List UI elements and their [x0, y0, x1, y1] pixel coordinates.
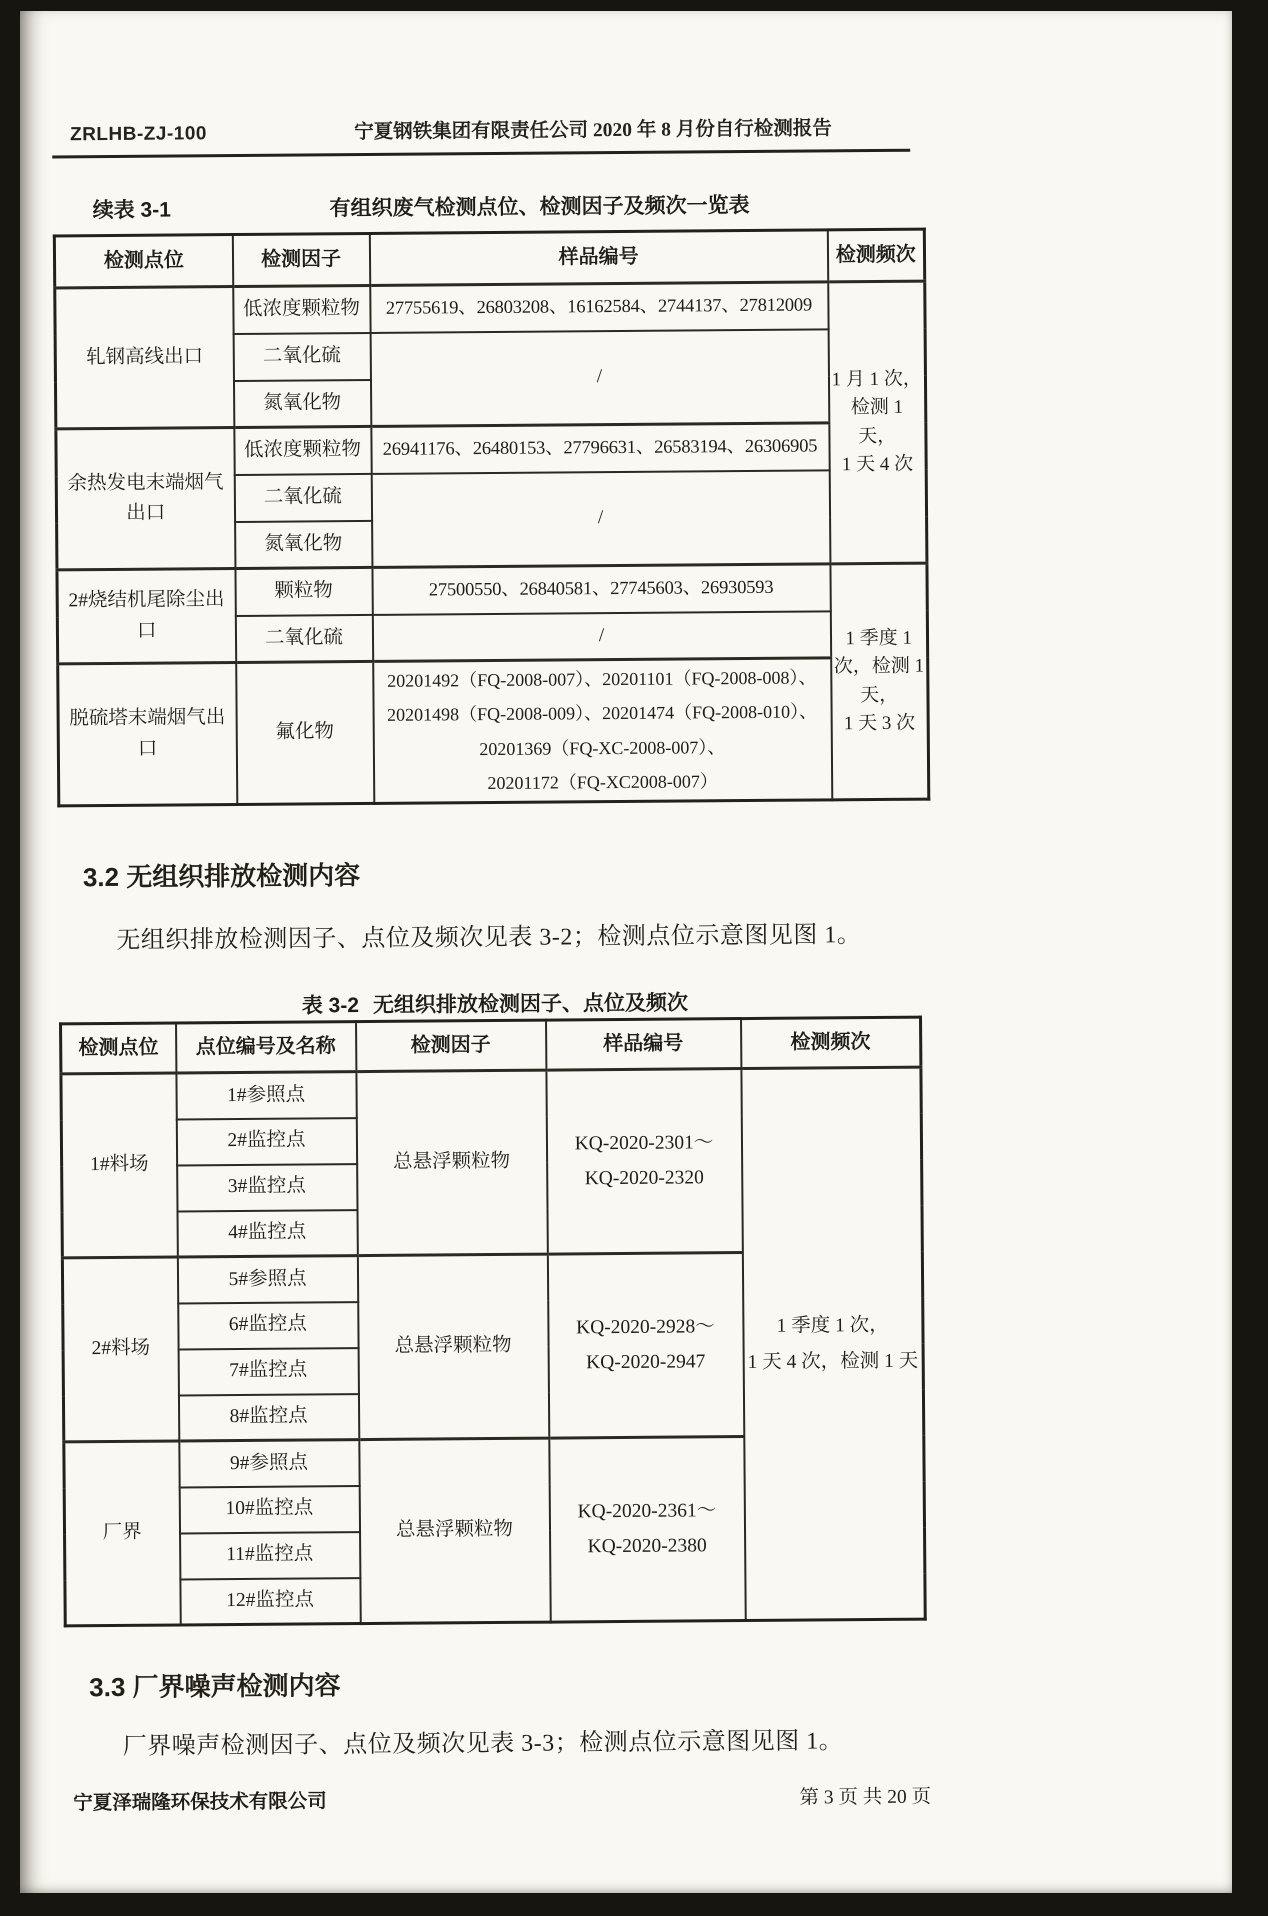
- cell-point: 余热发电末端烟气出口: [56, 428, 235, 570]
- cell-samples: /: [370, 329, 829, 427]
- table-row: [61, 1067, 921, 1120]
- table1-caption-label: 续表 3-1: [92, 198, 171, 223]
- cell-subpoint: 2#监控点: [176, 1118, 356, 1165]
- cell-subpoint: 4#监控点: [177, 1210, 357, 1257]
- cell-subpoint: 10#监控点: [179, 1486, 359, 1533]
- cell-samples: KQ-2020-2301～ KQ-2020-2320: [546, 1069, 742, 1255]
- section-3-3-body: 厂界噪声检测因子、点位及频次见表 3-3；检测点位示意图见图 1。: [122, 1728, 844, 1760]
- cell-factor: 低浓度颗粒物: [234, 426, 371, 474]
- cell-subpoint: 5#参照点: [177, 1256, 357, 1303]
- cell-subpoint: 11#监控点: [180, 1532, 360, 1579]
- col-header: 检测点位: [54, 235, 232, 288]
- cell-factor: 二氧化硫: [233, 332, 370, 380]
- cell-subpoint: 3#监控点: [177, 1164, 357, 1211]
- cell-samples: KQ-2020-2928～ KQ-2020-2947: [547, 1253, 743, 1439]
- cell-factor: 二氧化硫: [234, 473, 371, 521]
- cell-samples: 27500550、26840581、27745603、26930593: [372, 564, 830, 615]
- col-header: 样品编号: [369, 230, 827, 286]
- cell-factor: 二氧化硫: [235, 614, 372, 662]
- section-3-2-body: 无组织排放检测因子、点位及频次见表 3-2；检测点位示意图见图 1。: [116, 922, 862, 954]
- paper-sheet: [20, 11, 1232, 1893]
- col-header: 样品编号: [546, 1019, 741, 1071]
- table-fugitive-emission: [59, 1016, 927, 1628]
- col-header: 检测频次: [741, 1017, 921, 1068]
- doc-title: 宁夏钢铁集团有限责任公司 2020 年 8 月份自行检测报告: [354, 118, 832, 144]
- cell-point: 2#料场: [62, 1257, 178, 1442]
- cell-factor: 氮氧化物: [233, 379, 370, 427]
- cell-subpoint: 8#监控点: [178, 1394, 358, 1441]
- footer-page-number: 第 3 页 共 20 页: [799, 1786, 932, 1809]
- col-header: 点位编号及名称: [176, 1022, 356, 1073]
- table2-caption-label: 表 3-2: [301, 994, 360, 1018]
- table1-caption: [53, 188, 925, 225]
- table-row: [55, 281, 925, 335]
- cell-samples: /: [372, 611, 830, 662]
- table1-caption-title: 有组织废气检测点位、检测因子及频次一览表: [329, 193, 750, 221]
- cell-point: 1#料场: [61, 1073, 177, 1258]
- cell-factor: 总悬浮颗粒物: [359, 1438, 550, 1623]
- cell-samples: 20201492（FQ-2008-007）、20201101（FQ-2008-008）、 20201498（FQ-2008-009）、20201474（FQ-2008-010）、 20201369（FQ-XC-2008-007）、 20201172（FQ-XC2008-007）: [373, 658, 832, 804]
- table-organized-emission: [53, 228, 930, 808]
- table-row: [57, 563, 927, 617]
- cell-subpoint: 1#参照点: [176, 1072, 356, 1119]
- doc-code: ZRLHB-ZJ-100: [69, 123, 208, 146]
- cell-subpoint: 12#监控点: [180, 1578, 360, 1625]
- doc-footer: [65, 1781, 937, 1816]
- cell-factor: 总悬浮颗粒物: [356, 1070, 547, 1255]
- cell-point: 轧钢高线出口: [55, 287, 234, 429]
- cell-frequency: 1 季度 1 次， 1 天 4 次，检测 1 天: [741, 1067, 925, 1620]
- col-header: 检测因子: [356, 1020, 546, 1071]
- section-3-3-title: 3.3 厂界噪声检测内容: [89, 1670, 341, 1703]
- cell-factor: 总悬浮颗粒物: [357, 1254, 548, 1439]
- col-header: 检测频次: [827, 229, 924, 282]
- table-row: [58, 657, 929, 806]
- page-content: [51, 8, 938, 1897]
- cell-samples: 27755619、26803208、16162584、2744137、27812009: [370, 282, 828, 333]
- header-rule: [52, 149, 910, 159]
- cell-point: 厂界: [64, 1441, 180, 1626]
- table-row: [56, 422, 926, 476]
- cell-samples: /: [371, 470, 830, 568]
- table-header-row: [61, 1017, 921, 1074]
- doc-header: [52, 112, 924, 147]
- cell-factor: 颗粒物: [235, 567, 372, 615]
- cell-subpoint: 9#参照点: [179, 1440, 359, 1487]
- cell-point: 脱硫塔末端烟气出口: [58, 663, 237, 806]
- cell-frequency: 1 季度 1 次，检测 1 天， 1 天 3 次: [830, 563, 929, 800]
- cell-point: 2#烧结机尾除尘出口: [57, 569, 236, 664]
- footer-company: 宁夏泽瑞隆环保技术有限公司: [73, 1790, 327, 1815]
- cell-factor: 氮氧化物: [235, 520, 372, 568]
- cell-subpoint: 6#监控点: [178, 1302, 358, 1349]
- cell-samples: 26941176、26480153、27796631、26583194、26306905: [371, 423, 829, 474]
- col-header: 检测点位: [61, 1023, 176, 1074]
- cell-frequency: 1 月 1 次， 检测 1 天， 1 天 4 次: [828, 281, 927, 564]
- table2-caption-title: 无组织排放检测因子、点位及频次: [372, 991, 689, 1017]
- section-3-2-title: 3.2 无组织排放检测内容: [82, 860, 361, 893]
- cell-factor: 氟化物: [236, 661, 374, 804]
- cell-factor: 低浓度颗粒物: [233, 285, 370, 333]
- table-header-row: [54, 229, 924, 288]
- cell-samples: KQ-2020-2361～ KQ-2020-2380: [549, 1437, 745, 1623]
- cell-subpoint: 7#监控点: [178, 1348, 358, 1395]
- col-header: 检测因子: [232, 233, 369, 286]
